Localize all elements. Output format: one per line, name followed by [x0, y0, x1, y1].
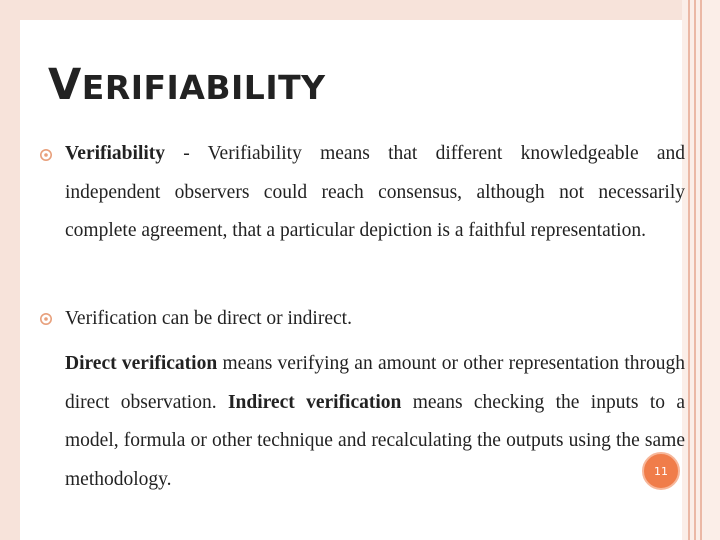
bullet-verification-text: Verification can be direct or indirect.	[65, 308, 352, 329]
page-number: 11	[654, 464, 668, 478]
direct-verification-text: means verifying an amount or other representation through direct observation.	[65, 353, 685, 413]
title-initial: V	[48, 60, 82, 110]
decorative-line-right	[700, 0, 702, 540]
bullet-verification	[65, 300, 685, 339]
term-direct-verification: Direct verification	[65, 353, 218, 374]
indirect-verification-text: means checking the inputs to a model, formula or other technique and recalculating the outputs using the same methodology.	[65, 391, 685, 490]
term-separator: -	[165, 143, 208, 164]
decorative-border-top	[0, 0, 720, 20]
bullet-verifiability	[65, 135, 685, 251]
slide-title	[48, 60, 326, 110]
page-number-badge	[642, 452, 680, 490]
term-indirect-verification: Indirect verification	[227, 391, 402, 413]
decorative-border-left	[0, 0, 20, 540]
bullet-verifiability-text: Verifiability means that different knowledgeable and independent observers could reach consensus, although not necessarily complete agreement, that a particular depiction is a faithful representation.	[65, 143, 685, 241]
decorative-line-right	[688, 0, 690, 540]
title-rest: ERIFIABILITY	[81, 68, 326, 107]
slide	[20, 20, 685, 540]
term-verifiability: Verifiability	[65, 143, 166, 164]
decorative-line-right	[694, 0, 696, 540]
verification-detail	[65, 345, 685, 499]
bullet-icon	[39, 148, 53, 162]
bullet-icon	[39, 312, 53, 326]
